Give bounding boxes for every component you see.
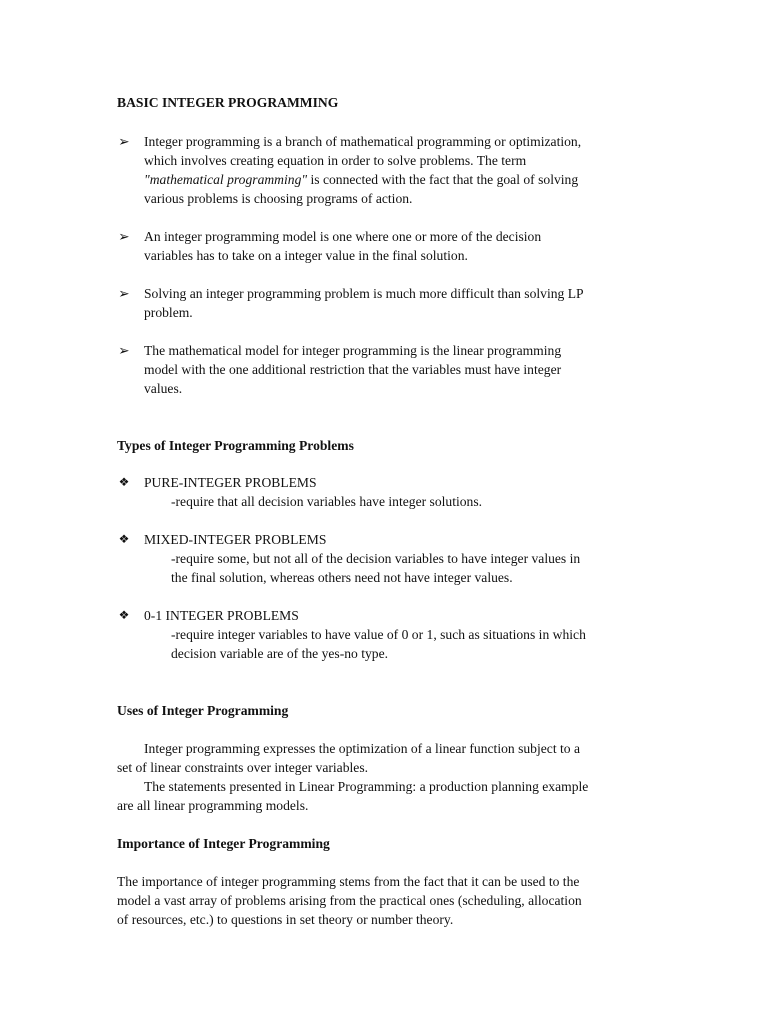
type-1-label: PURE-INTEGER PROBLEMS [144, 475, 317, 490]
bullet-3-line-1: Solving an integer programming problem is much more difficult than solving LP [144, 286, 584, 301]
type-3-label: 0-1 INTEGER PROBLEMS [144, 608, 299, 623]
type-2-desc-line-1: -require some, but not all of the decision variables to have integer values in [171, 551, 581, 566]
bullet-2-line-2: variables has to take on a integer value in the final solution. [144, 248, 468, 263]
type-2-label: MIXED-INTEGER PROBLEMS [144, 532, 327, 547]
types-heading: Types of Integer Programming Problems [117, 438, 354, 453]
arrow-bullet-icon: ➢ [118, 229, 130, 244]
uses-heading: Uses of Integer Programming [117, 703, 289, 718]
uses-line-2: set of linear constraints over integer variables. [117, 760, 369, 775]
type-3-desc-line-2: decision variable are of the yes-no type. [171, 646, 389, 661]
bullet-4-line-2: model with the one additional restriction that the variables must have integer [144, 362, 562, 377]
type-2-desc-line-2: the final solution, whereas others need not have integer values. [171, 570, 513, 585]
importance-line-3: of resources, etc.) to questions in set theory or number theory. [117, 912, 454, 927]
uses-line-1: Integer programming expresses the optimization of a linear function subject to a [144, 741, 580, 756]
bullet-1-line-3 [144, 170, 578, 189]
type-1-desc-line-1: -require that all decision variables have integer solutions. [171, 494, 483, 509]
arrow-bullet-icon: ➢ [118, 343, 130, 358]
diamond-bullet-icon: ❖ [118, 532, 130, 546]
bullet-3-line-2: problem. [144, 305, 193, 320]
bullet-4-line-1: The mathematical model for integer programming is the linear programming [144, 343, 562, 358]
type-3-desc-line-1: -require integer variables to have value of 0 or 1, such as situations in which [171, 627, 586, 642]
bullet-1-line-3-rest: is connected with the fact that the goal of solving [307, 172, 579, 187]
diamond-bullet-icon: ❖ [118, 475, 130, 489]
page-title: BASIC INTEGER PROGRAMMING [117, 95, 339, 110]
bullet-1-line-2: which involves creating equation in order to solve problems. The term [144, 153, 527, 168]
uses-line-4: are all linear programming models. [117, 798, 309, 813]
bullet-1-line-1: Integer programming is a branch of mathematical programming or optimization, [144, 134, 582, 149]
diamond-bullet-icon: ❖ [118, 608, 130, 622]
bullet-2-line-1: An integer programming model is one where one or more of the decision [144, 229, 542, 244]
arrow-bullet-icon: ➢ [118, 286, 130, 301]
bullet-4-line-3: values. [144, 381, 183, 396]
importance-heading: Importance of Integer Programming [117, 836, 330, 851]
uses-line-3: The statements presented in Linear Programming: a production planning example [144, 779, 589, 794]
importance-line-1: The importance of integer programming stems from the fact that it can be used to the [117, 874, 580, 889]
bullet-1-line-4: various problems is choosing programs of action. [144, 191, 413, 206]
importance-line-2: model a vast array of problems arising from the practical ones (scheduling, allocation [117, 893, 582, 908]
arrow-bullet-icon: ➢ [118, 134, 130, 149]
bullet-1-italic-term: "mathematical programming" [144, 172, 308, 187]
